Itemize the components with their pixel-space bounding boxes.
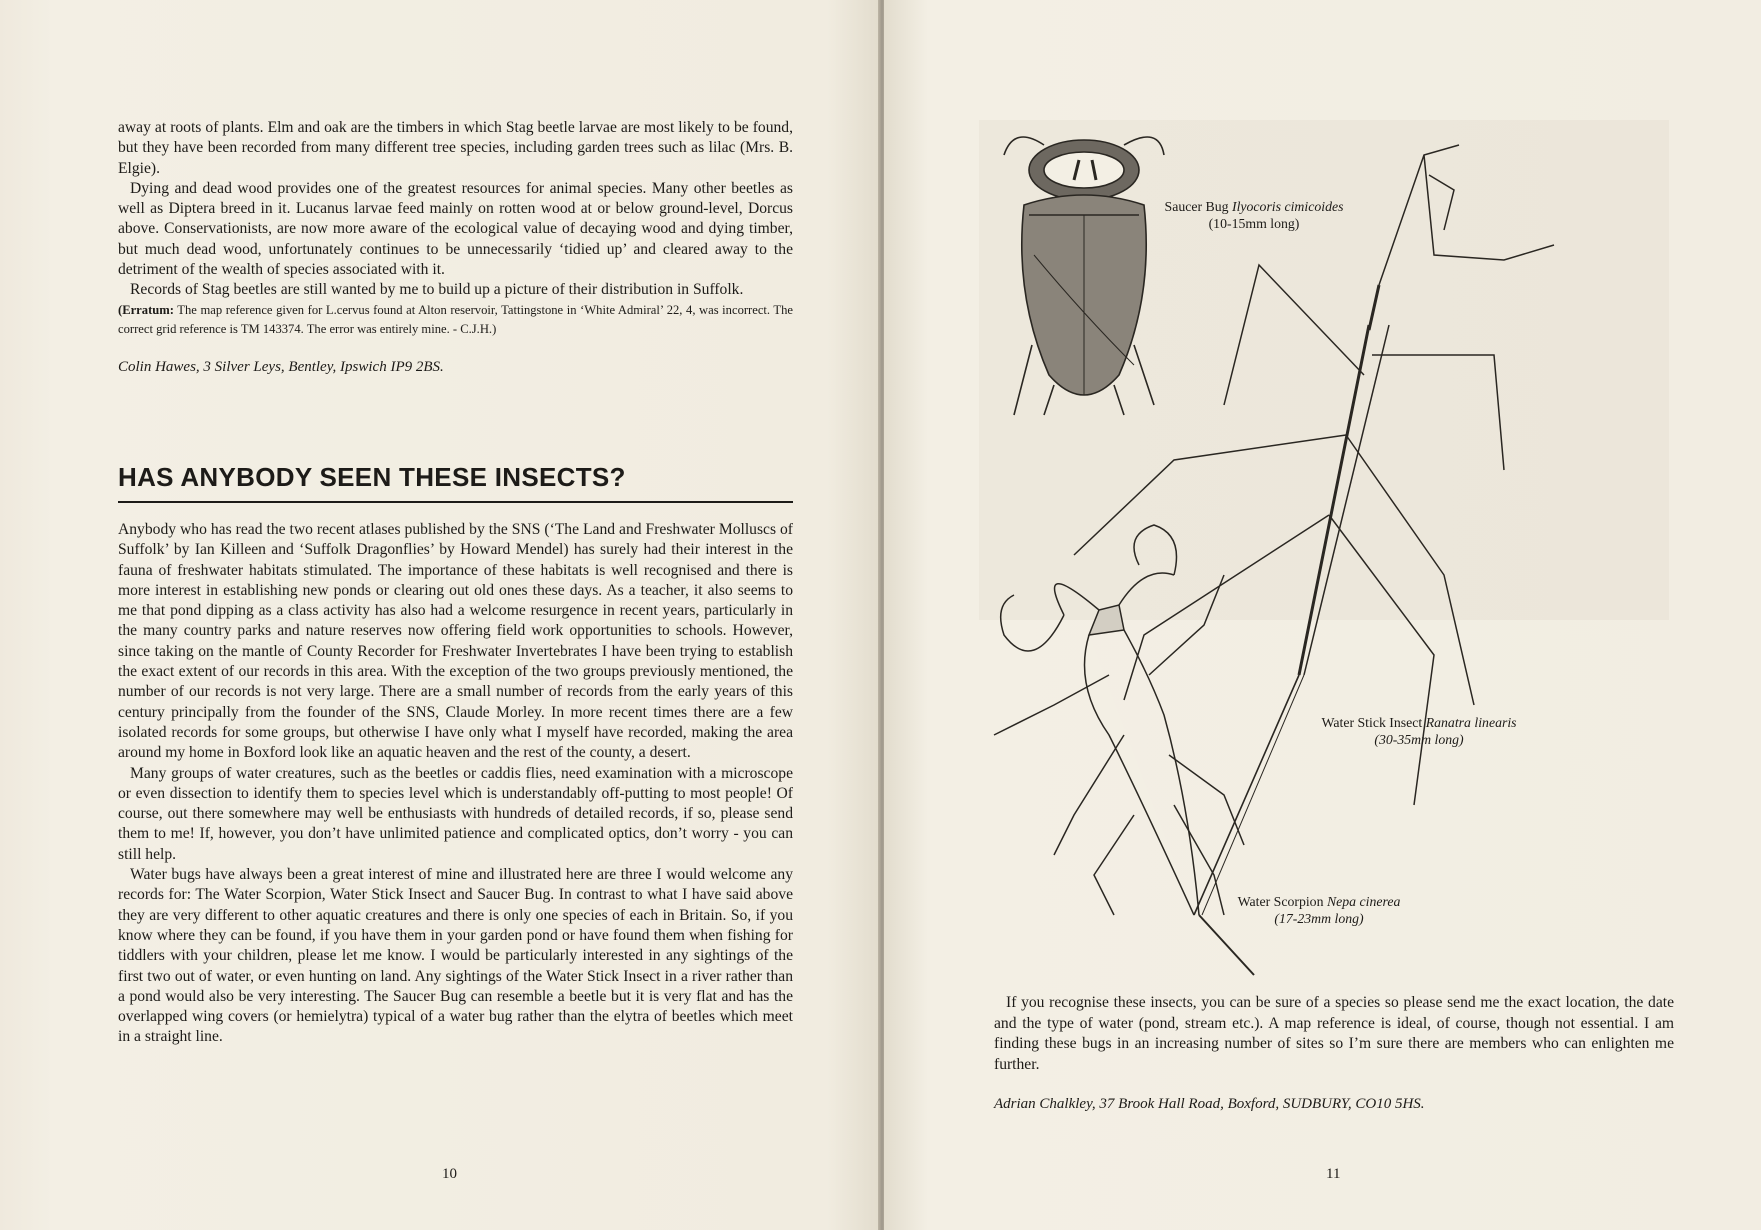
caption-name: Water Stick Insect <box>1321 715 1423 730</box>
body-paragraph: If you recognise these insects, you can be sure of a species so please send me the exact location, the date and the type of water (pond, stream etc.). A map reference is ideal, of course, though not essential. I am finding these bugs in an increasing number of sites so I’m sure there are members who can enlighten me further. <box>994 994 1674 1073</box>
caption-size: (10-15mm long) <box>1208 216 1300 231</box>
author-signature: Adrian Chalkley, 37 Brook Hall Road, Boxford, SUDBURY, CO10 5HS. <box>994 1096 1425 1112</box>
caption-name: Saucer Bug <box>1164 199 1229 214</box>
caption-size: (17-23mm long) <box>1274 911 1364 926</box>
caption-latin: Ranatra linearis <box>1425 715 1517 730</box>
erratum-note <box>118 301 793 339</box>
body-paragraph: Water bugs have always been a great interest of mine and illustrated here are three I would welcome any records for: The Water Scorpion, Water Stick Insect and Saucer Bug. In contrast to what I have said above they are very different to other aquatic creatures and there is only one species of each in Britain. So, if you know where they can be found, if you have them in your garden pond or have found them when fishing for tiddlers with your children, please let me know. I would be particularly interested in any sightings of the first two out of water, or even hunting on land. Any sightings of the Water Stick Insect in a river rather than a pond would also be very interesting. The Saucer Bug can resemble a beetle but it is very flat and has the overlapped wing covers (or hemielytra) typical of a water bug rather than the elytra of beetles which meet in a straight line. <box>118 866 793 1046</box>
caption-size: (30-35mm long) <box>1374 732 1464 747</box>
stag-beetle-article-end <box>118 118 793 377</box>
article-heading: HAS ANYBODY SEEN THESE INSECTS? <box>118 462 793 503</box>
caption-latin: Nepa cinerea <box>1326 894 1401 909</box>
saucer-bug-drawing <box>1004 137 1164 415</box>
insect-illustrations <box>974 115 1674 985</box>
caption-water-scorpion <box>1209 893 1429 927</box>
body-paragraph: Anybody who has read the two recent atlases published by the SNS (‘The Land and Freshwater Molluscs of Suffolk’ by Ian Killeen and ‘Suffolk Dragonflies’ by Howard Mendel) has surely had their interest in the fauna of freshwater habitats stimulated. The importance of these habitats is well recognised and there is more interest in establishing new ponds or clearing out old ones these days. As a teacher, it also seems to me that pond dipping as a class activity has also had a welcome resurgence in recent years, particularly in the many country parks and nature reserves now offering field work opportunities to schools. However, since taking on the mantle of County Recorder for Freshwater Invertebrates I have been trying to establish the exact extent of our records in this area. With the exception of the two groups previously mentioned, the number of our records is not very large. There are a small number of records from the early years of this century principally from the founder of the SNS, Claude Morley. In more recent times there are a few isolated records for some groups, but otherwise I have only what I myself have recorded, making the area around my home in Boxford look like an aquatic heaven and the rest of the county, a desert. <box>118 521 793 762</box>
insects-article-body <box>118 520 793 1048</box>
caption-water-stick-insect <box>1304 714 1534 748</box>
erratum-text: The map reference given for L.cervus found at Alton reservoir, Tattingstone in ‘White Admiral’ 22, 4, was incorrect. The correct grid reference is TM 143374. The error was entirely mine. - C.J.H.) <box>118 302 793 336</box>
erratum-label: (Erratum: <box>118 302 174 317</box>
right-page <box>884 0 1761 1230</box>
caption-latin: Ilyocoris cimicoides <box>1231 199 1344 214</box>
page-number: 10 <box>442 1166 457 1182</box>
body-paragraph: Dying and dead wood provides one of the greatest resources for animal species. Many other beetles as well as Diptera breed in it. Lucanus larvae feed mainly on rotten wood at or below ground-level, Dorcus above. Conservationists, are now more aware of the ecological value of decaying wood and dying timber, but much dead wood, unfortunately continues to be unnecessarily ‘tidied up’ and cleared away to the detriment of the wealth of species associated with it. <box>118 179 793 279</box>
body-paragraph: away at roots of plants. Elm and oak are the timbers in which Stag beetle larvae are most likely to be found, but they have been recorded from many different tree species, including garden trees such as lilac (Mrs. B. Elgie). <box>118 119 793 177</box>
caption-name: Water Scorpion <box>1237 894 1324 909</box>
author-signature: Colin Hawes, 3 Silver Leys, Bentley, Ipswich IP9 2BS. <box>118 358 444 375</box>
body-paragraph: Records of Stag beetles are still wanted by me to build up a picture of their distribution in Suffolk. <box>130 281 744 299</box>
body-paragraph: Many groups of water creatures, such as the beetles or caddis flies, need examination with a microscope or even dissection to identify them to species level which is understandably off-putting to most people! Of course, out there somewhere may well be enthusiasts with hundreds of detailed records, if so, please send them to me! If, however, you don’t have unlimited patience and complicated optics, don’t worry - you can still help. <box>118 764 793 863</box>
caption-saucer-bug <box>1154 198 1354 232</box>
closing-text <box>994 993 1674 1075</box>
page-number: 11 <box>1326 1166 1341 1182</box>
left-page <box>0 0 880 1230</box>
